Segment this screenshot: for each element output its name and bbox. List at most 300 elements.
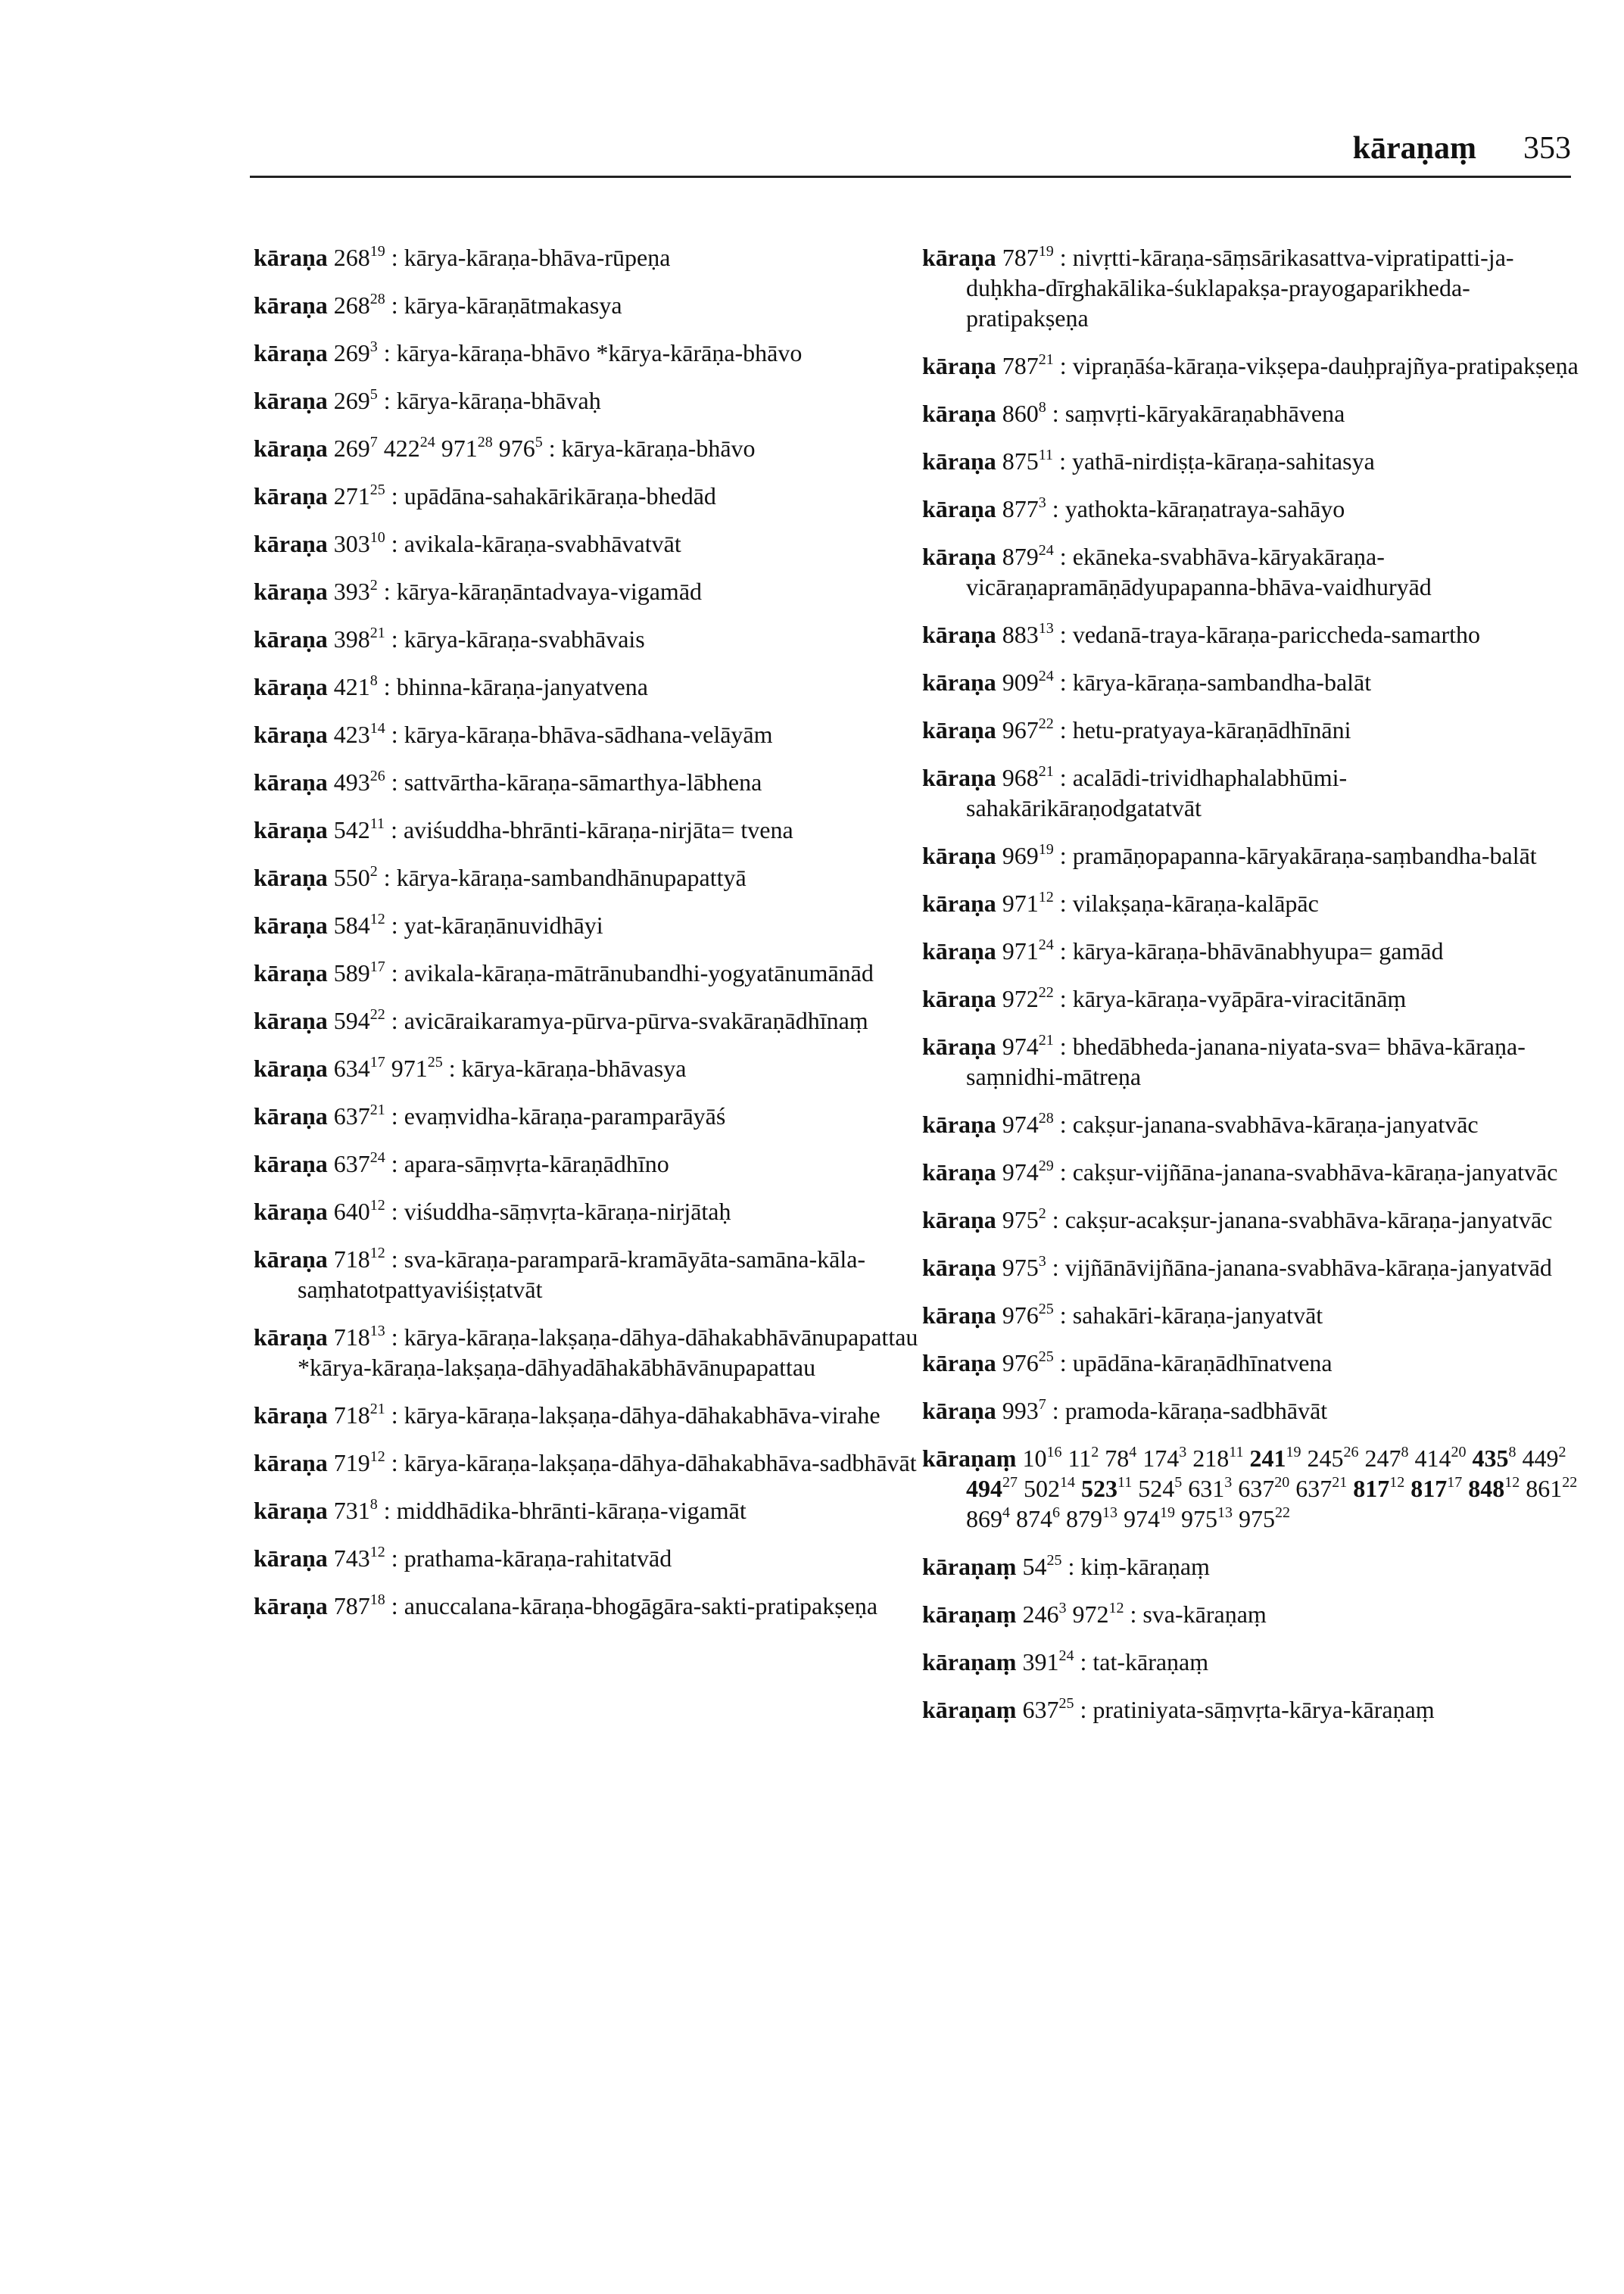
ref-page: 969 — [1002, 842, 1039, 869]
entry-compound: cakṣur-vijñāna-janana-svabhāva-kāraṇa-janyatvāc — [1072, 1158, 1558, 1186]
entry-headword: kāraṇa — [922, 543, 996, 570]
ref-line: 8 — [1401, 1444, 1409, 1460]
index-entry: kāraṇaṃ $246^3$ $972^{12}$ : sva-kāraṇaṃ — [922, 1600, 1267, 1628]
ref-line: 17 — [369, 958, 385, 975]
ref-line: 11 — [1229, 1444, 1244, 1460]
index-entry: kāraṇa $268^{19}$ : kārya-kāraṇa-bhāva-rūpeṇa — [254, 243, 671, 271]
index-entry: kāraṇa $967^{22}$ : hetu-pratyaya-kāraṇādhīnāni — [922, 715, 1351, 743]
index-entry: kāraṇa $968^{21}$ : acalādi-trividhaphalabhūmi-sahakārikāraṇodgatatvāt — [922, 763, 1348, 821]
index-entry: kāraṇa $269^3$ : kārya-kāraṇa-bhāvo *kārya-kārāṇa-bhāvo — [254, 338, 803, 366]
index-entry: kāraṇa $976^{25}$ : sahakāri-kāraṇa-janyatvāt — [922, 1301, 1323, 1329]
ref-page: 393 — [333, 578, 370, 605]
index-entry: kāraṇaṃ $54^{25}$ : kiṃ-kāraṇaṃ — [922, 1552, 1210, 1580]
index-entry: kāraṇa $883^{13}$ : vedanā-traya-kāraṇa-pariccheda-samartho — [922, 620, 1480, 648]
ref-page: 869 — [966, 1505, 1002, 1532]
ref-line: 22 — [1038, 715, 1054, 732]
entry-compound: kārya-kāraṇa-bhāva-rūpeṇa — [404, 244, 671, 271]
entry-compound: vilakṣaṇa-kāraṇa-kalāpāc — [1072, 890, 1319, 917]
entry-compound: avicāraikaramya-pūrva-pūrva-svakāraṇādhīnaṃ — [404, 1007, 868, 1034]
entry-headword: kāraṇa — [922, 669, 996, 696]
ref-page: 634 — [333, 1055, 370, 1082]
entry-headword: kāraṇa — [922, 447, 996, 475]
index-entry: kāraṇa $594^{22}$ : avicāraikaramya-pūrva-pūrva-svakāraṇādhīnaṃ — [254, 1006, 868, 1034]
page-number: 353 — [1523, 131, 1571, 166]
entry-headword: kāraṇaṃ — [922, 1648, 1017, 1675]
ref-page: 975 — [1002, 1254, 1039, 1281]
index-entry: kāraṇa $909^{24}$ : kārya-kāraṇa-sambandha-balāt — [922, 668, 1372, 696]
entry-headword: kāraṇa — [922, 842, 996, 869]
ref-line: 22 — [1038, 984, 1054, 1001]
entry-compound: evaṃvidha-kāraṇa-paramparāyāś — [404, 1102, 726, 1130]
index-entry: kāraṇa $423^{14}$ : kārya-kāraṇa-bhāva-sādhana-velāyām — [254, 720, 773, 748]
ref-line: 3 — [369, 338, 378, 355]
entry-compound: pramāṇopapanna-kāryakāraṇa-saṃbandha-balāt — [1072, 842, 1537, 869]
ref-line: 18 — [369, 1591, 385, 1608]
entry-headword: kāraṇa — [922, 1206, 996, 1233]
ref-line: 26 — [1343, 1444, 1359, 1460]
ref-page: 861 — [1526, 1475, 1563, 1502]
ref-line: 22 — [1562, 1474, 1578, 1491]
index-entry: kāraṇa $271^{25}$ : upādāna-sahakārikāraṇa-bhedād — [254, 482, 716, 510]
running-headword: kāraṇaṃ — [1352, 131, 1476, 166]
entry-compound: tat-kāraṇaṃ — [1093, 1648, 1209, 1675]
entry-headword: kāraṇa — [254, 244, 328, 271]
entry-compound: vipraṇāśa-kāraṇa-vikṣepa-dauḥprajñya-pratipakṣeṇa — [1072, 352, 1579, 379]
ref-line: 12 — [369, 1544, 385, 1560]
ref-page: 241 — [1249, 1445, 1286, 1472]
ref-line: 13 — [1038, 620, 1054, 637]
index-entry: kāraṇa $875^{11}$ : yathā-nirdiṣṭa-kāraṇa-sahitasya — [922, 447, 1375, 475]
ref-page: 637 — [333, 1102, 370, 1130]
ref-line: 4 — [1002, 1504, 1010, 1521]
entry-compound: cakṣur-acakṣur-janana-svabhāva-kāraṇa-janyatvāc — [1064, 1206, 1553, 1233]
ref-line: 2 — [369, 577, 378, 594]
ref-page: 909 — [1002, 669, 1039, 696]
running-head — [250, 129, 1571, 178]
ref-line: 4 — [1129, 1444, 1137, 1460]
entry-headword: kāraṇa — [254, 578, 328, 605]
ref-page: 968 — [1002, 764, 1039, 791]
ref-page: 974 — [1002, 1033, 1039, 1060]
entry-compound: nivṛtti-kāraṇa-sāṃsārikasattva-vipratipatti-ja-duḥkha-dīrghakālika-śuklapakṣa-prayogaparikheda-pratipakṣeṇa — [966, 244, 1514, 332]
ref-line: 25 — [1038, 1301, 1054, 1317]
entry-compound: sattvārtha-kāraṇa-sāmarthya-lābhena — [404, 768, 762, 796]
entry-headword: kāraṇa — [254, 1497, 328, 1524]
ref-line: 12 — [369, 911, 385, 927]
entry-headword: kāraṇa — [922, 716, 996, 743]
ref-line: 12 — [369, 1197, 385, 1214]
index-entry: kāraṇa $637^{24}$ : apara-sāṃvṛta-kāraṇādhīno — [254, 1149, 669, 1177]
entry-headword: kāraṇaṃ — [922, 1445, 1017, 1472]
entry-compound: kārya-kāraṇa-lakṣaṇa-dāhya-dāhakabhāva-virahe — [404, 1401, 881, 1429]
ref-line: 12 — [1504, 1474, 1520, 1491]
ref-line: 13 — [1102, 1504, 1117, 1521]
entry-headword: kāraṇa — [254, 339, 328, 366]
index-entry: kāraṇa $393^2$ : kārya-kāraṇāntadvaya-vigamād — [254, 577, 703, 605]
index-entry: kāraṇa $303^{10}$ : avikala-kāraṇa-svabhāvatvāt — [254, 529, 681, 557]
entry-compound: kārya-kāraṇāntadvaya-vigamād — [396, 578, 703, 605]
ref-page: 883 — [1002, 621, 1039, 648]
entry-headword: kāraṇa — [254, 864, 328, 891]
entry-headword: kāraṇa — [922, 937, 996, 965]
ref-line: 6 — [1052, 1504, 1060, 1521]
ref-line: 12 — [369, 1448, 385, 1465]
ref-page: 972 — [1002, 985, 1039, 1012]
index-entry: kāraṇa $269^5$ : kārya-kāraṇa-bhāvaḥ — [254, 386, 601, 414]
ref-page: 391 — [1022, 1648, 1059, 1675]
index-entry: kāraṇa $542^{11}$ : aviśuddha-bhrānti-kāraṇa-nirjāta= tvena — [254, 815, 793, 843]
entry-headword: kāraṇa — [922, 1111, 996, 1138]
ref-line: 20 — [1451, 1444, 1467, 1460]
ref-page: 971 — [441, 435, 478, 462]
entry-compound: sva-kāraṇaṃ — [1142, 1601, 1267, 1628]
entry-compound: bhinna-kāraṇa-janyatvena — [396, 673, 648, 700]
index-entry: kāraṇa $640^{12}$ : viśuddha-sāṃvṛta-kāraṇa-nirjātaḥ — [254, 1197, 731, 1225]
ref-line: 24 — [369, 1149, 385, 1166]
ref-page: 817 — [1353, 1475, 1390, 1502]
ref-page: 414 — [1414, 1445, 1451, 1472]
ref-page: 271 — [333, 482, 370, 510]
ref-line: 29 — [1038, 1158, 1054, 1174]
entry-headword: kāraṇa — [254, 482, 328, 510]
right-column-entries — [922, 242, 1581, 1426]
entry-headword: kāraṇa — [254, 1150, 328, 1177]
ref-line: 22 — [369, 1006, 385, 1023]
ref-line: 8 — [1508, 1444, 1516, 1460]
entry-compound: aviśuddha-bhrānti-kāraṇa-nirjāta= tvena — [403, 816, 793, 843]
entry-headword: kāraṇa — [922, 764, 996, 791]
index-entry: kāraṇa $971^{12}$ : vilakṣaṇa-kāraṇa-kalāpāc — [922, 889, 1319, 917]
ref-page: 719 — [333, 1449, 370, 1476]
ref-line: 25 — [1058, 1695, 1074, 1712]
ref-page: 787 — [1002, 352, 1039, 379]
entry-compound: vedanā-traya-kāraṇa-pariccheda-samartho — [1072, 621, 1480, 648]
ref-page: 976 — [498, 435, 535, 462]
entry-compound: upādāna-kāraṇādhīnatvena — [1072, 1349, 1333, 1376]
ref-page: 975 — [1002, 1206, 1039, 1233]
entry-compound: anuccalana-kāraṇa-bhogāgāra-sakti-pratipakṣeṇa — [404, 1592, 878, 1619]
entry-headword: kāraṇa — [254, 768, 328, 796]
entry-headword: kāraṇa — [254, 1544, 328, 1572]
entry-headword: kāraṇa — [922, 1301, 996, 1329]
ref-line: 7 — [369, 434, 378, 450]
ref-line: 16 — [1046, 1444, 1062, 1460]
ref-line: 27 — [1002, 1474, 1018, 1491]
ref-line: 24 — [1038, 668, 1054, 684]
entry-headword: kāraṇa — [254, 291, 328, 319]
entry-headword: kāraṇa — [922, 1349, 996, 1376]
ref-line: 21 — [1332, 1474, 1348, 1491]
ref-page: 848 — [1468, 1475, 1505, 1502]
entry-headword: kāraṇa — [254, 1449, 328, 1476]
ref-page: 879 — [1002, 543, 1039, 570]
entry-headword: kāraṇaṃ — [922, 1696, 1017, 1723]
index-entry: kāraṇa $634^{17}$ $971^{25}$ : kārya-kāraṇa-bhāvasya — [254, 1054, 687, 1082]
entry-compound: apara-sāṃvṛta-kāraṇādhīno — [404, 1150, 669, 1177]
entry-headword: kāraṇa — [254, 959, 328, 986]
entry-compound: bhedābheda-janana-niyata-sva= bhāva-kāraṇa-saṃnidhi-mātreṇa — [966, 1033, 1526, 1090]
ref-page: 637 — [1238, 1475, 1275, 1502]
index-entry: kāraṇa $787^{18}$ : anuccalana-kāraṇa-bhogāgāra-sakti-pratipakṣeṇa — [254, 1591, 878, 1619]
ref-line: 8 — [369, 672, 378, 689]
ref-line: 5 — [369, 386, 378, 403]
entry-headword: kāraṇa — [254, 1102, 328, 1130]
ref-page: 875 — [1002, 447, 1039, 475]
ref-page: 303 — [333, 530, 370, 557]
index-entry: kāraṇa $974^{21}$ : bhedābheda-janana-niyata-sva= bhāva-kāraṇa-saṃnidhi-mātreṇa — [922, 1032, 1526, 1090]
entry-headword: kāraṇa — [254, 1401, 328, 1429]
ref-line: 21 — [369, 1401, 385, 1417]
entry-headword: kāraṇa — [254, 435, 328, 462]
entry-headword: kāraṇa — [922, 1254, 996, 1281]
ref-line: 3 — [1058, 1600, 1067, 1616]
index-entry: kāraṇa $398^{21}$ : kārya-kāraṇa-svabhāvais — [254, 625, 645, 653]
ref-page: 743 — [333, 1544, 370, 1572]
entry-headword: kāraṇa — [254, 721, 328, 748]
entry-headword: kāraṇa — [254, 673, 328, 700]
entry-headword: kāraṇa — [922, 352, 996, 379]
ref-line: 12 — [1389, 1474, 1405, 1491]
entry-compound: pramoda-kāraṇa-sadbhāvāt — [1064, 1397, 1328, 1424]
ref-page: 78 — [1105, 1445, 1130, 1472]
index-entry: kāraṇa $974^{29}$ : cakṣur-vijñāna-janana-svabhāva-kāraṇa-janyatvāc — [922, 1158, 1558, 1186]
entry-compound: kārya-kāraṇa-bhāva-sādhana-velāyām — [404, 721, 773, 748]
entry-headword: kāraṇa — [254, 1245, 328, 1273]
ref-page: 493 — [333, 768, 370, 796]
index-entry: kāraṇa $718^{13}$ : kārya-kāraṇa-lakṣaṇa-dāhya-dāhakabhāvānupapattau *kārya-kāraṇa-lakṣaṇa-dāhyadāhakābhāvānupapattau — [254, 1323, 918, 1381]
ref-page: 640 — [333, 1198, 370, 1225]
index-entry: kāraṇa $637^{21}$ : evaṃvidha-kāraṇa-paramparāyāś — [254, 1102, 726, 1130]
index-entry: kāraṇa $975^2$ : cakṣur-acakṣur-janana-svabhāva-kāraṇa-janyatvāc — [922, 1205, 1553, 1233]
entry-compound: acalādi-trividhaphalabhūmi-sahakārikāraṇodgatatvāt — [966, 764, 1348, 821]
entry-compound: kiṃ-kāraṇaṃ — [1080, 1553, 1210, 1580]
entry-headword: kāraṇa — [922, 621, 996, 648]
ref-page: 550 — [333, 864, 370, 891]
ref-page: 435 — [1472, 1445, 1509, 1472]
ref-page: 976 — [1002, 1349, 1039, 1376]
entry-compound: avikala-kāraṇa-svabhāvatvāt — [404, 530, 681, 557]
index-entry: kāraṇa $971^{24}$ : kārya-kāraṇa-bhāvānabhyupa= gamād — [922, 937, 1444, 965]
ref-line: 3 — [1038, 1253, 1046, 1270]
entry-compound: avikala-kāraṇa-mātrānubandhi-yogyatānumānād — [404, 959, 874, 986]
ref-line: 25 — [1046, 1552, 1062, 1569]
ref-line: 21 — [1038, 351, 1054, 368]
right-column-karanam-entries — [922, 1551, 1581, 1725]
index-entry: kāraṇa $743^{12}$ : prathama-kāraṇa-rahitatvād — [254, 1544, 672, 1572]
ref-line: 3 — [1038, 494, 1046, 511]
entry-compound: kārya-kāraṇa-lakṣaṇa-dāhya-dāhakabhāvānupapattau *kārya-kāraṇa-lakṣaṇa-dāhyadāhakābhāvānupapattau — [298, 1323, 918, 1381]
ref-page: 718 — [333, 1245, 370, 1273]
ref-page: 972 — [1072, 1601, 1109, 1628]
ref-page: 421 — [333, 673, 370, 700]
entry-compound: saṃvṛti-kāryakāraṇabhāvena — [1064, 400, 1345, 427]
ref-line: 11 — [1038, 447, 1054, 463]
ref-line: 12 — [1108, 1600, 1124, 1616]
ref-page: 967 — [1002, 716, 1039, 743]
entry-headword: kāraṇaṃ — [922, 1553, 1017, 1580]
entry-compound: pratiniyata-sāṃvṛta-kārya-kāraṇaṃ — [1093, 1696, 1435, 1723]
ref-page: 971 — [391, 1055, 428, 1082]
index-entry: kāraṇa $787^{21}$ : vipraṇāśa-kāraṇa-vikṣepa-dauḥprajñya-pratipakṣeṇa — [922, 351, 1579, 379]
ref-page: 54 — [1022, 1553, 1047, 1580]
ref-line: 26 — [369, 768, 385, 784]
entry-headword: kāraṇa — [254, 1592, 328, 1619]
ref-line: 28 — [369, 291, 385, 307]
entry-headword: kāraṇa — [922, 1033, 996, 1060]
index-entry: kāraṇa $268^{28}$ : kārya-kāraṇātmakasya — [254, 291, 622, 319]
index-entry: kāraṇa $718^{21}$ : kārya-kāraṇa-lakṣaṇa-dāhya-dāhakabhāva-virahe — [254, 1401, 881, 1429]
index-entry: kāraṇa $975^3$ : vijñānāvijñāna-janana-svabhāva-kāraṇa-janyatvād — [922, 1253, 1552, 1281]
karanam-reference-entry — [922, 1443, 1581, 1534]
ref-page: 637 — [1295, 1475, 1333, 1502]
index-entry: kāraṇa $972^{22}$ : kārya-kāraṇa-vyāpāra-viracitānāṃ — [922, 984, 1407, 1012]
ref-line: 21 — [1038, 1032, 1054, 1049]
index-entry: kāraṇa $589^{17}$ : avikala-kāraṇa-mātrānubandhi-yogyatānumānād — [254, 958, 874, 986]
ref-page: 974 — [1002, 1158, 1039, 1186]
ref-line: 8 — [369, 1496, 378, 1513]
ref-page: 398 — [333, 625, 370, 653]
ref-line: 12 — [369, 1245, 385, 1261]
entry-compound: vijñānāvijñāna-janana-svabhāva-kāraṇa-janyatvād — [1064, 1254, 1552, 1281]
index-entry: kāraṇa $719^{12}$ : kārya-kāraṇa-lakṣaṇa-dāhya-dāhakabhāva-sadbhāvāt — [254, 1448, 917, 1476]
ref-line: 2 — [1558, 1444, 1566, 1460]
ref-line: 17 — [369, 1054, 385, 1071]
ref-line: 5 — [1174, 1474, 1183, 1491]
entry-headword: kāraṇa — [922, 1158, 996, 1186]
entry-headword: kāraṇaṃ — [922, 1601, 1017, 1628]
ref-line: 7 — [1038, 1396, 1046, 1413]
entry-compound: kārya-kāraṇa-vyāpāra-viracitānāṃ — [1072, 985, 1407, 1012]
ref-line: 24 — [1038, 937, 1054, 953]
index-entry: kāraṇa $974^{28}$ : cakṣur-janana-svabhāva-kāraṇa-janyatvāc — [922, 1110, 1479, 1138]
entry-headword: kāraṇa — [254, 1198, 328, 1225]
ref-line: 11 — [369, 815, 385, 832]
ref-page: 974 — [1124, 1505, 1160, 1532]
entry-compound: cakṣur-janana-svabhāva-kāraṇa-janyatvāc — [1072, 1111, 1479, 1138]
ref-page: 976 — [1002, 1301, 1039, 1329]
ref-page: 879 — [1066, 1505, 1102, 1532]
ref-page: 542 — [333, 816, 370, 843]
index-entry: kāraṇa $718^{12}$ : sva-kāraṇa-paramparā-kramāyāta-samāna-kāla-saṃhatotpattyaviśiṣṭatvāt — [254, 1245, 866, 1303]
entry-headword: kāraṇa — [254, 912, 328, 939]
ref-line: 25 — [1038, 1348, 1054, 1365]
entry-compound: kārya-kāraṇa-svabhāvais — [404, 625, 645, 653]
index-entry: kāraṇa $421^8$ : bhinna-kāraṇa-janyatvena — [254, 672, 648, 700]
ref-page: 731 — [333, 1497, 370, 1524]
ref-page: 269 — [333, 387, 370, 414]
entry-headword: kāraṇa — [254, 1007, 328, 1034]
entry-compound: prathama-kāraṇa-rahitatvād — [404, 1544, 672, 1572]
ref-page: 589 — [333, 959, 370, 986]
index-entry: kāraṇa $584^{12}$ : yat-kāraṇānuvidhāyi — [254, 911, 603, 939]
ref-page: 423 — [333, 721, 370, 748]
index-entry: kāraṇa $993^7$ : pramoda-kāraṇa-sadbhāvāt — [922, 1396, 1328, 1424]
ref-line: 19 — [1286, 1444, 1301, 1460]
ref-line: 24 — [1038, 542, 1054, 559]
ref-page: 269 — [333, 339, 370, 366]
index-entry: kāraṇa $976^{25}$ : upādāna-kāraṇādhīnatvena — [922, 1348, 1333, 1376]
index-entry: kāraṇa $787^{19}$ : nivṛtti-kāraṇa-sāṃsārikasattva-vipratipatti-ja-duḥkha-dīrghakālika-śuklapakṣa-prayogaparikheda-pratipakṣeṇa — [922, 243, 1514, 332]
ref-line: 19 — [1038, 841, 1054, 858]
ref-line: 21 — [1038, 763, 1054, 780]
entry-headword: kāraṇa — [254, 387, 328, 414]
entry-compound: kārya-kāraṇa-sambandhānupapattyā — [396, 864, 747, 891]
ref-line: 25 — [427, 1054, 443, 1071]
ref-line: 21 — [369, 1102, 385, 1118]
ref-page: 268 — [333, 244, 370, 271]
entry-compound: ekāneka-svabhāva-kāryakāraṇa-vicāraṇapramāṇādyupapanna-bhāva-vaidhuryād — [966, 543, 1432, 600]
entry-compound: yat-kāraṇānuvidhāyi — [404, 912, 603, 939]
left-column — [254, 242, 920, 1638]
ref-page: 494 — [966, 1475, 1002, 1502]
ref-page: 787 — [1002, 244, 1039, 271]
ref-page: 523 — [1081, 1475, 1117, 1502]
ref-page: 637 — [1022, 1696, 1059, 1723]
ref-page: 524 — [1138, 1475, 1175, 1502]
ref-page: 975 — [1239, 1505, 1275, 1532]
ref-page: 246 — [1022, 1601, 1059, 1628]
ref-page: 269 — [333, 435, 370, 462]
ref-page: 637 — [333, 1150, 370, 1177]
entry-headword: kāraṇa — [922, 890, 996, 917]
ref-page: 975 — [1181, 1505, 1217, 1532]
ref-line: 12 — [1038, 889, 1054, 905]
entry-compound: kārya-kāraṇa-bhāvo *kārya-kārāṇa-bhāvo — [396, 339, 803, 366]
ref-page: 860 — [1002, 400, 1039, 427]
ref-line: 22 — [1275, 1504, 1290, 1521]
index-entry: kāraṇa $877^3$ : yathokta-kāraṇatraya-sahāyo — [922, 494, 1345, 522]
ref-page: 631 — [1188, 1475, 1225, 1502]
ref-page: 971 — [1002, 937, 1039, 965]
entry-headword: kāraṇa — [922, 244, 996, 271]
ref-page: 718 — [333, 1323, 370, 1351]
ref-line: 20 — [1274, 1474, 1290, 1491]
ref-line: 14 — [1060, 1474, 1075, 1491]
ref-line: 13 — [1217, 1504, 1233, 1521]
entry-compound: yathā-nirdiṣṭa-kāraṇa-sahitasya — [1071, 447, 1375, 475]
ref-page: 971 — [1002, 890, 1039, 917]
entry-compound: kārya-kāraṇa-bhāvasya — [461, 1055, 687, 1082]
ref-line: 24 — [419, 434, 435, 450]
ref-line: 3 — [1179, 1444, 1187, 1460]
ref-page: 422 — [383, 435, 420, 462]
ref-line: 10 — [369, 529, 385, 546]
ref-line: 2 — [369, 863, 378, 880]
entry-compound: kārya-kāraṇa-bhāvo — [561, 435, 756, 462]
ref-page: 594 — [333, 1007, 370, 1034]
entry-headword: kāraṇa — [254, 1055, 328, 1082]
index-entry: kāraṇa $731^8$ : middhādika-bhrānti-kāraṇa-vigamāt — [254, 1496, 747, 1524]
ref-page: 877 — [1002, 495, 1039, 522]
index-entry: kāraṇaṃ $391^{24}$ : tat-kāraṇaṃ — [922, 1647, 1209, 1675]
entry-compound: kārya-kāraṇa-bhāvaḥ — [396, 387, 601, 414]
entry-headword: kāraṇa — [922, 495, 996, 522]
index-entry: kāraṇa $269^7$ $422^{24}$ $971^{28}$ $976^5$ : kārya-kāraṇa-bhāvo — [254, 434, 756, 462]
ref-page: 247 — [1364, 1445, 1401, 1472]
ref-line: 13 — [369, 1323, 385, 1339]
entry-compound: middhādika-bhrānti-kāraṇa-vigamāt — [396, 1497, 747, 1524]
entry-compound: upādāna-sahakārikāraṇa-bhedād — [404, 482, 716, 510]
entry-headword: kāraṇa — [254, 1323, 328, 1351]
ref-line: 19 — [1038, 243, 1054, 260]
entry-headword: kāraṇa — [254, 625, 328, 653]
entry-compound: kārya-kāraṇātmakasya — [404, 291, 622, 319]
ref-line: 19 — [1160, 1504, 1175, 1521]
index-entry: kāraṇa $860^8$ : saṃvṛti-kāryakāraṇabhāvena — [922, 399, 1345, 427]
ref-page: 268 — [333, 291, 370, 319]
entry-headword: kāraṇa — [922, 985, 996, 1012]
entry-compound: viśuddha-sāṃvṛta-kāraṇa-nirjātaḥ — [404, 1198, 731, 1225]
